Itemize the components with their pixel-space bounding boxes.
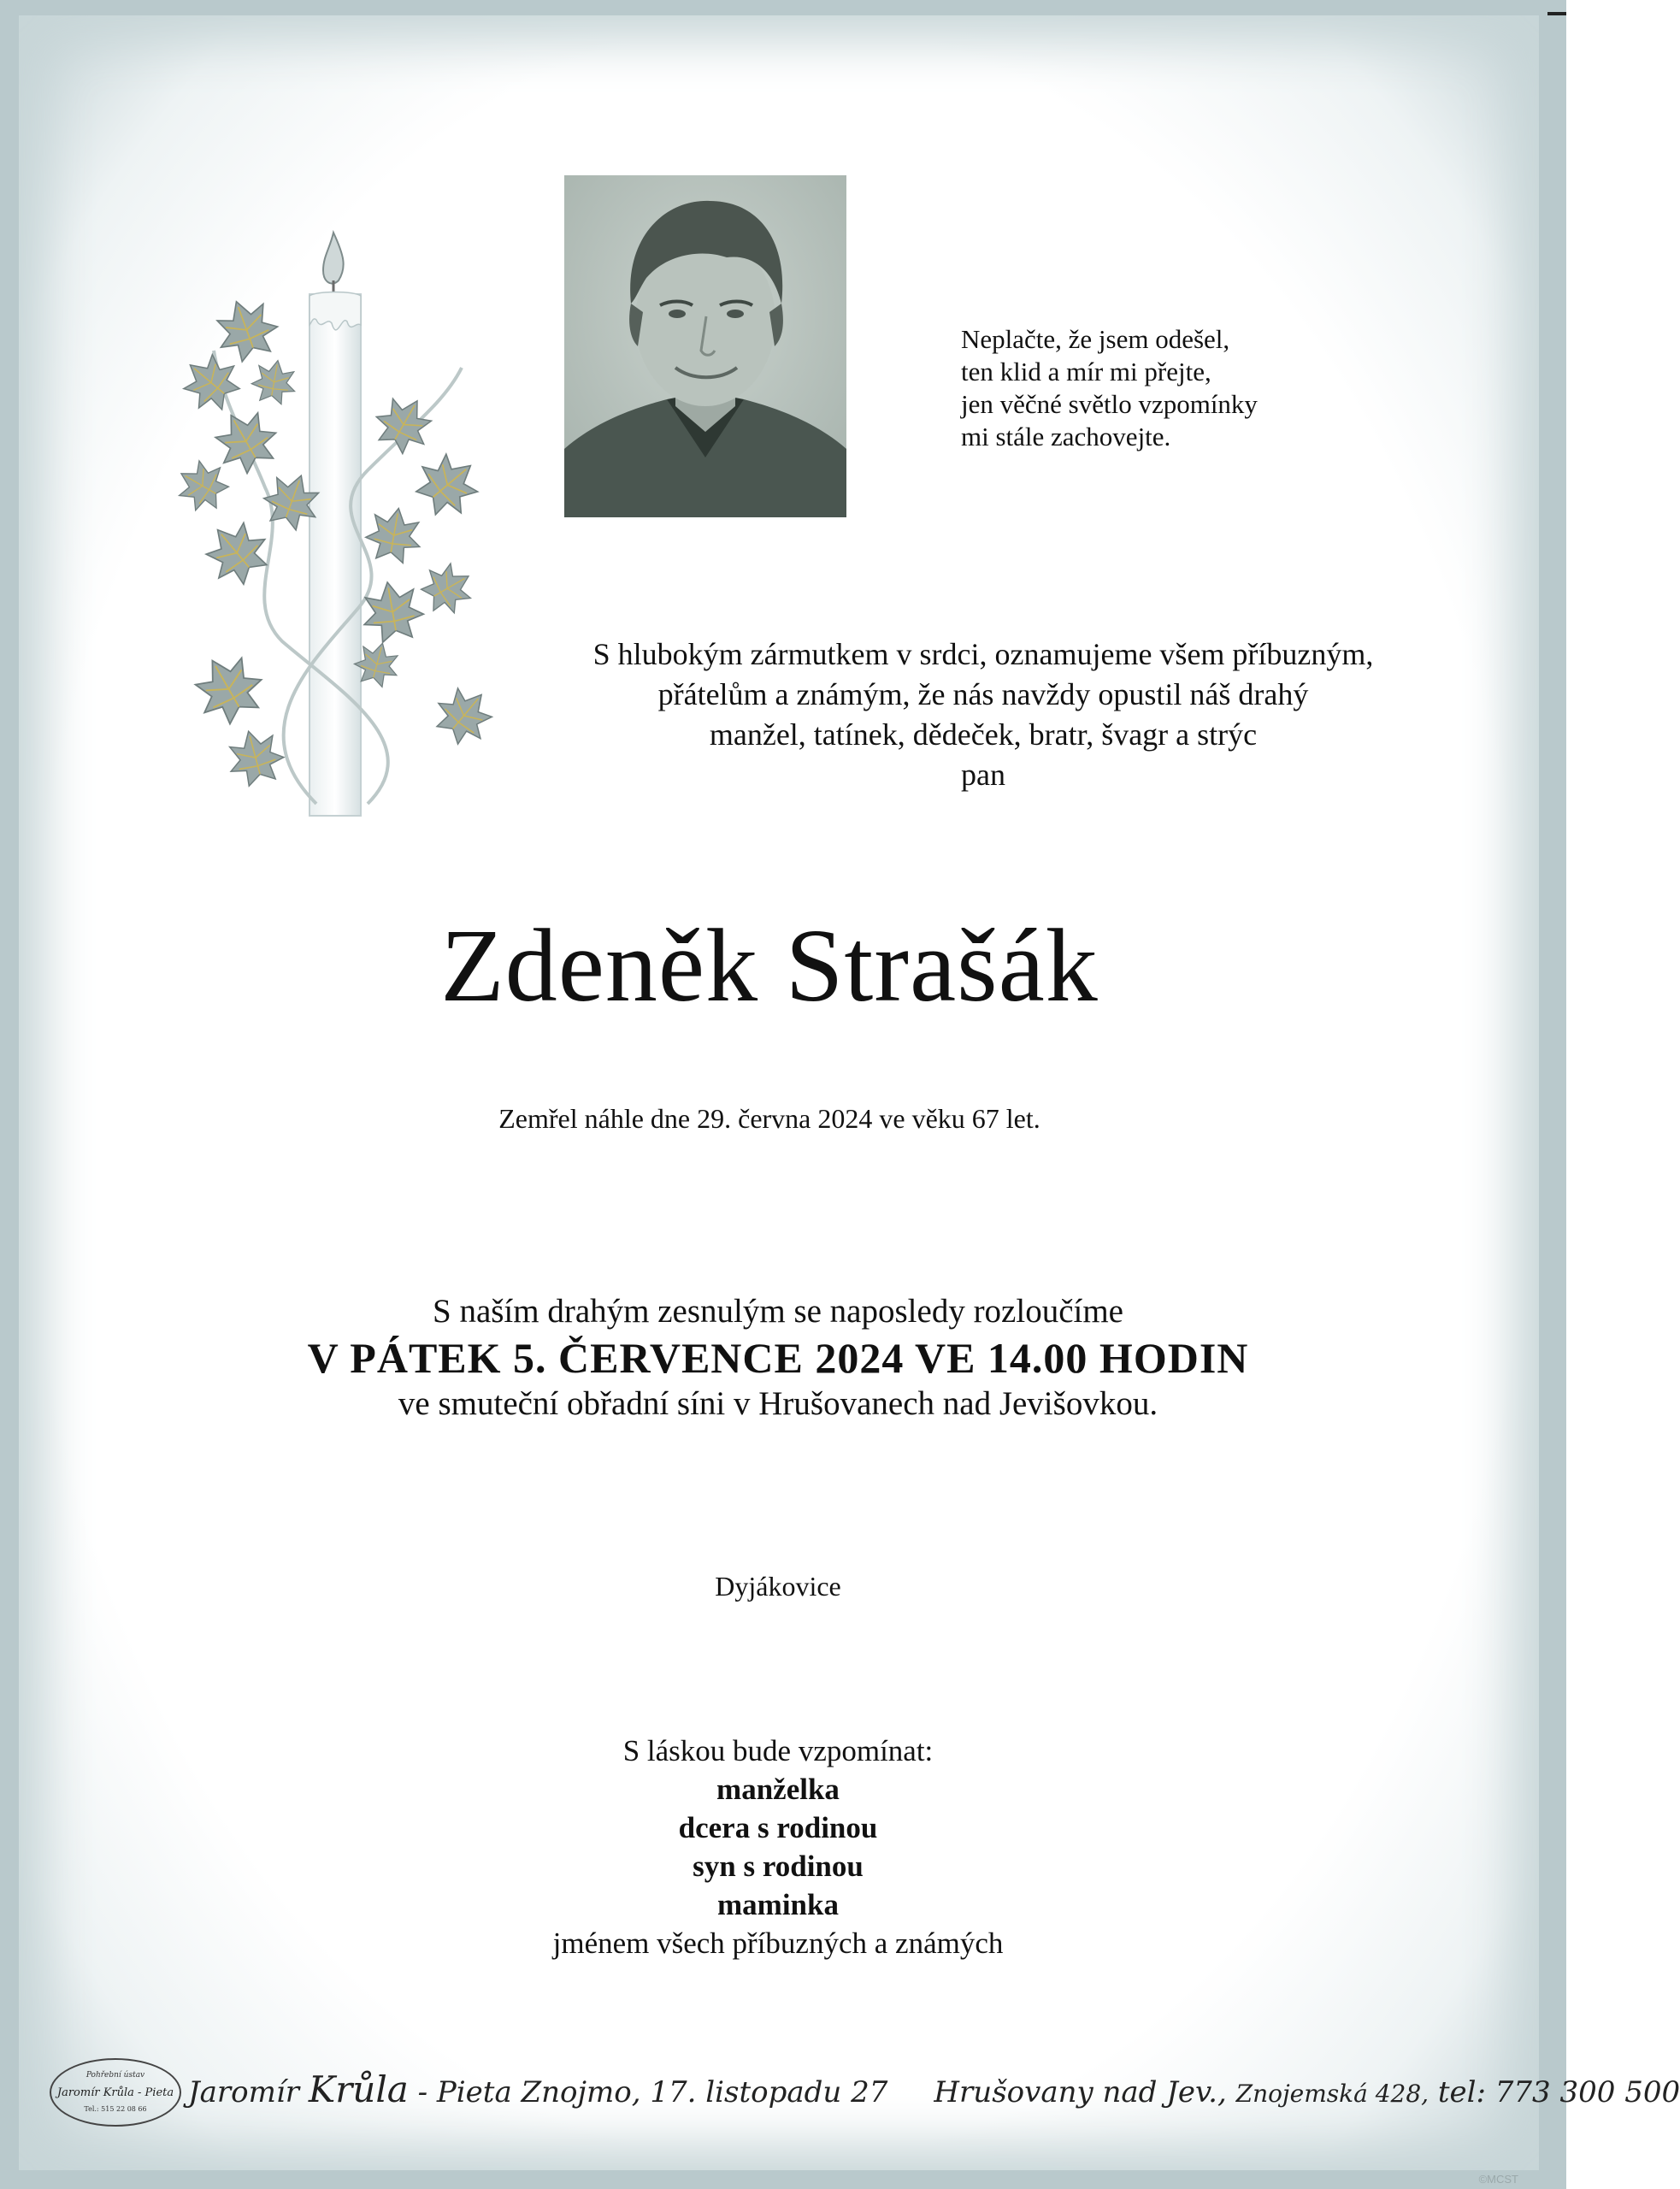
announcement-line: pan bbox=[961, 758, 1005, 792]
tel-number: 773 300 500 bbox=[1494, 2075, 1680, 2109]
mourner-name: maminka bbox=[717, 1888, 839, 1921]
mourners-intro: S láskou bude vzpomínat: bbox=[622, 1734, 934, 1767]
announcement-line: manžel, tatínek, dědeček, bratr, švagr a strýc bbox=[709, 717, 1258, 752]
mourners-section bbox=[342, 1732, 1214, 1962]
announcement-line: S hlubokým zármutkem v srdci, oznamujeme všem příbuzným, bbox=[592, 637, 1374, 671]
deceased-name: Zdeněk Strašák bbox=[440, 908, 1099, 1024]
company-first-name: Jaromír bbox=[188, 2075, 299, 2109]
poem-line: ten klid a mír mi přejte, bbox=[961, 357, 1211, 386]
mourner-name: dcera s rodinou bbox=[678, 1811, 878, 1844]
seal-tel-text: Tel.: 515 22 08 66 bbox=[84, 2105, 147, 2113]
company-address: - Pieta Znojmo, 17. listopadu 27 bbox=[417, 2075, 888, 2109]
funeral-home-footer bbox=[43, 2039, 1680, 2133]
candle-with-ivy-illustration bbox=[188, 214, 513, 829]
mourner-name: syn s rodinou bbox=[693, 1850, 864, 1883]
portrait-photo bbox=[564, 175, 846, 517]
funeral-date-time: V PÁTEK 5. ČERVENCE 2024 VE 14.00 HODIN bbox=[307, 1334, 1249, 1382]
seal-name-text: Jaromír Krůla - Pieta bbox=[56, 2086, 174, 2099]
village-name: Dyjákovice bbox=[715, 1571, 841, 1602]
footer-contact-line bbox=[188, 2068, 1680, 2110]
mourner-name: manželka bbox=[716, 1773, 840, 1806]
death-info: Zemřel náhle dne 29. června 2024 ve věku 67 let. bbox=[498, 1103, 1040, 1134]
farewell-section bbox=[103, 1291, 1453, 1425]
branch-street: Znojemská 428, bbox=[1235, 2080, 1429, 2108]
mourners-closing: jménem všech příbuzných a známých bbox=[552, 1926, 1004, 1960]
poem-line: mi stále zachovejte. bbox=[961, 422, 1171, 451]
seal-top-text: Pohřební ústav bbox=[85, 2071, 145, 2080]
corner-mark bbox=[1547, 12, 1566, 15]
memorial-poem bbox=[961, 323, 1320, 453]
announcement-line: přátelům a známým, že nás navždy opustil náš drahý bbox=[657, 677, 1309, 711]
watermark-text: ©MCST bbox=[1478, 2173, 1518, 2186]
company-surname: Krůla bbox=[308, 2068, 409, 2110]
announcement-text bbox=[479, 634, 1488, 795]
poem-line: jen věčné světlo vzpomínky bbox=[961, 389, 1258, 419]
poem-line: Neplačte, že jsem odešel, bbox=[961, 324, 1230, 354]
farewell-intro: S naším drahým zesnulým se naposledy rozloučíme bbox=[433, 1293, 1123, 1330]
tel-label: tel: bbox=[1437, 2075, 1486, 2109]
funeral-location: ve smuteční obřadní síni v Hrušovanech nad Jevišovkou. bbox=[398, 1385, 1158, 1422]
funeral-home-seal bbox=[50, 2058, 181, 2127]
branch-name: Hrušovany nad Jev., bbox=[934, 2075, 1227, 2109]
